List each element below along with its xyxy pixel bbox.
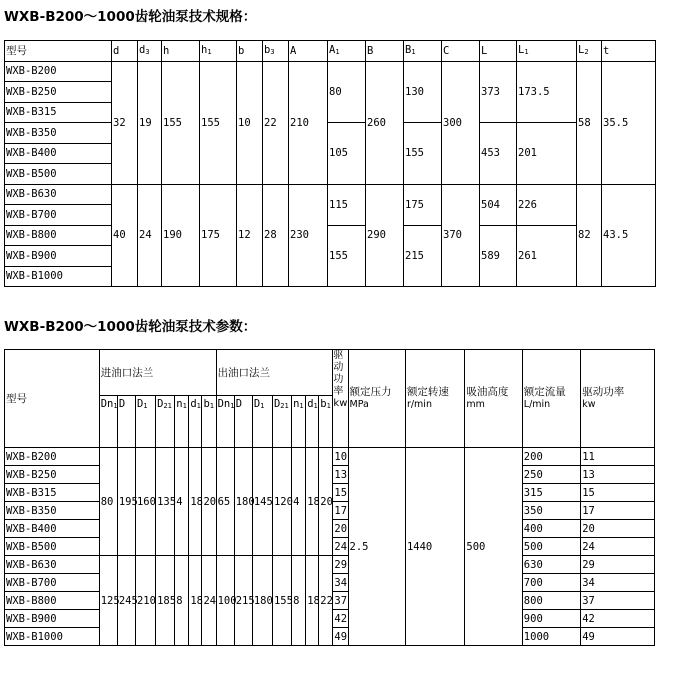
spec-cell: 230: [289, 184, 328, 287]
spec-cell: 32: [112, 61, 138, 184]
params-power: 24: [581, 538, 655, 556]
params-flow: 800: [522, 592, 580, 610]
params-power: 37: [581, 592, 655, 610]
spec-header-L2: $L_2$: [577, 41, 602, 62]
spec-model: WXB-B700: [5, 205, 112, 226]
params-model: WXB-B500: [5, 538, 100, 556]
params-cell: 180: [252, 556, 272, 646]
params-power: 11: [581, 448, 655, 466]
params-power-kw: 17: [333, 502, 348, 520]
params-col-D-out: D: [234, 396, 252, 448]
speed-label: 额定转速: [406, 386, 449, 398]
spec-model: WXB-B250: [5, 82, 112, 103]
params-cell: 24: [202, 556, 216, 646]
params-power: 49: [581, 628, 655, 646]
params-cell: 125: [99, 556, 117, 646]
spec-header-b3: $b_3$: [263, 41, 289, 62]
params-header-row: [5, 350, 655, 396]
spec-cell: 24: [138, 184, 162, 287]
spec-cell: 175: [200, 184, 237, 287]
params-col-D1-out: $D_1$: [252, 396, 272, 448]
suction-label: 吸油高度: [466, 386, 509, 398]
params-model: WXB-B1000: [5, 628, 100, 646]
params-header-outlet: 出油口法兰: [216, 350, 333, 396]
spec-cell: 504: [480, 184, 517, 225]
params-power: 29: [581, 556, 655, 574]
params-power-kw: 15: [333, 484, 348, 502]
params-pressure: 2.5: [348, 448, 405, 646]
spec-cell: 28: [263, 184, 289, 287]
params-cell: 8: [175, 556, 189, 646]
spec-header-d: d: [112, 41, 138, 62]
params-power: 42: [581, 610, 655, 628]
spec-title: WXB-B200～1000齿轮油泵技术规格：: [4, 9, 257, 25]
params-model: WXB-B315: [5, 484, 100, 502]
spec-model: WXB-B350: [5, 123, 112, 144]
params-cell: 215: [234, 556, 252, 646]
spec-cell: 260: [366, 61, 404, 184]
spec-header-B1: $B_1$: [404, 41, 442, 62]
spec-header-d3: $d_3$: [138, 41, 162, 62]
params-flow: 630: [522, 556, 580, 574]
params-col-b1: $b_1$: [202, 396, 216, 448]
params-header-pressure: [348, 350, 405, 448]
params-cell: 100: [216, 556, 234, 646]
params-model: WXB-B800: [5, 592, 100, 610]
spec-cell: 175: [404, 184, 442, 225]
spec-header-model: 型号: [5, 41, 112, 62]
spec-cell: 155: [200, 61, 237, 184]
params-power-kw: 20: [333, 520, 348, 538]
spec-cell: 453: [480, 123, 517, 185]
spec-cell: 130: [404, 61, 442, 123]
params-power: 17: [581, 502, 655, 520]
params-flow: 315: [522, 484, 580, 502]
spec-cell: 589: [480, 225, 517, 287]
spec-cell: 290: [366, 184, 404, 287]
params-table: [4, 349, 655, 646]
spec-header-t: t: [602, 41, 656, 62]
spec-model: WXB-B400: [5, 143, 112, 164]
spec-cell: 40: [112, 184, 138, 287]
params-power: 20: [581, 520, 655, 538]
spec-table: [4, 40, 656, 287]
params-power-kw: 24: [333, 538, 348, 556]
spec-model: WXB-B200: [5, 61, 112, 82]
params-flow: 350: [522, 502, 580, 520]
params-power-kw: 29: [333, 556, 348, 574]
params-flow: 250: [522, 466, 580, 484]
spec-header-b: b: [237, 41, 263, 62]
params-cell: 65: [216, 448, 234, 556]
spec-cell: 226: [517, 184, 577, 225]
spec-model: WXB-B500: [5, 164, 112, 185]
params-col-d1-out: $d_1$: [306, 396, 319, 448]
spec-header-L: L: [480, 41, 517, 62]
power-unit: kw: [582, 399, 596, 410]
params-cell: 20: [202, 448, 216, 556]
spec-cell: 22: [263, 61, 289, 184]
spec-cell: 261: [517, 225, 577, 287]
params-col-b1-out: $b_1$: [319, 396, 333, 448]
spec-model: WXB-B630: [5, 184, 112, 205]
spec-cell: 155: [328, 225, 366, 287]
params-cell: 20: [319, 448, 333, 556]
spec-model: WXB-B800: [5, 225, 112, 246]
params-cell: 18: [189, 448, 202, 556]
suction-unit: mm: [466, 399, 485, 410]
spec-cell: 373: [480, 61, 517, 123]
spec-cell: 10: [237, 61, 263, 184]
params-col-Dn1-out: $Dn_1$: [216, 396, 234, 448]
spec-cell: 215: [404, 225, 442, 287]
params-col-n1-out: $n_1$: [292, 396, 306, 448]
spec-header-B: B: [366, 41, 404, 62]
params-cell: 18: [189, 556, 202, 646]
params-power-kw: 42: [333, 610, 348, 628]
params-power: 15: [581, 484, 655, 502]
params-power: 34: [581, 574, 655, 592]
params-cell: 195: [117, 448, 135, 556]
pressure-unit: MPa: [349, 399, 369, 410]
params-cell: 135: [156, 448, 175, 556]
spec-cell: 173.5: [517, 61, 577, 123]
params-col-D21-out: $D_{21}$: [272, 396, 291, 448]
params-col-D: D: [117, 396, 135, 448]
spec-row: [5, 225, 656, 235]
params-flow: 500: [522, 538, 580, 556]
params-flow: 700: [522, 574, 580, 592]
params-power-kw: 49: [333, 628, 348, 646]
spec-header-h1: $h_1$: [200, 41, 237, 62]
params-power-kw: 10: [333, 448, 348, 466]
params-title: WXB-B200～1000齿轮油泵技术参数：: [4, 319, 257, 335]
spec-cell: 19: [138, 61, 162, 184]
params-cell: 155: [272, 556, 291, 646]
spec-cell: 35.5: [602, 61, 656, 184]
params-cell: 80: [99, 448, 117, 556]
params-row: [5, 556, 655, 574]
params-header-speed: [405, 350, 464, 448]
flow-label: 额定流量: [523, 386, 566, 398]
params-cell: 18: [306, 556, 319, 646]
spec-header-A: A: [289, 41, 328, 62]
spec-cell: 105: [328, 123, 366, 185]
spec-model: WXB-B315: [5, 102, 112, 123]
params-cell: 18: [306, 448, 319, 556]
params-header-flow: [522, 350, 580, 448]
spec-cell: 58: [577, 61, 602, 184]
params-header-suction: [465, 350, 522, 448]
params-cell: 145: [252, 448, 272, 556]
spec-header-L1: $L_1$: [517, 41, 577, 62]
params-col-n1: $n_1$: [175, 396, 189, 448]
spec-header-h: h: [162, 41, 200, 62]
spec-cell: 190: [162, 184, 200, 287]
spec-cell: 155: [162, 61, 200, 184]
params-row: [5, 448, 655, 466]
params-cell: 22: [319, 556, 333, 646]
params-cell: 120: [272, 448, 291, 556]
power-label: 驱动功率: [582, 386, 625, 398]
spec-cell: 201: [517, 123, 577, 185]
params-header-power: [581, 350, 655, 448]
params-cell: 180: [234, 448, 252, 556]
spec-cell: 210: [289, 61, 328, 184]
spec-header-A1: $A_1$: [328, 41, 366, 62]
pressure-label: 额定压力: [349, 386, 392, 398]
params-cell: 210: [135, 556, 155, 646]
params-cell: 245: [117, 556, 135, 646]
params-model: WXB-B400: [5, 520, 100, 538]
params-col-D21: $D_{21}$: [156, 396, 175, 448]
params-flow: 1000: [522, 628, 580, 646]
params-speed: 1440: [405, 448, 464, 646]
params-flow: 200: [522, 448, 580, 466]
params-power-kw: 13: [333, 466, 348, 484]
spec-row: [5, 61, 656, 82]
params-header-inlet: 进油口法兰: [99, 350, 216, 396]
params-flow: 900: [522, 610, 580, 628]
params-flow: 400: [522, 520, 580, 538]
params-cell: 4: [292, 448, 306, 556]
params-model: WXB-B700: [5, 574, 100, 592]
spec-header-row: [5, 41, 656, 62]
params-col-d1: $d_1$: [189, 396, 202, 448]
flow-unit: L/min: [523, 399, 551, 410]
spec-cell: 82: [577, 184, 602, 287]
params-power-kw: 34: [333, 574, 348, 592]
params-cell: 8: [292, 556, 306, 646]
spec-cell: 370: [442, 184, 480, 287]
params-header-power-kw: 驱动功率kw: [333, 350, 348, 448]
spec-cell: 80: [328, 61, 366, 123]
spec-cell: 300: [442, 61, 480, 184]
spec-cell: 12: [237, 184, 263, 287]
params-model: WXB-B250: [5, 466, 100, 484]
spec-header-C: C: [442, 41, 480, 62]
spec-cell: 43.5: [602, 184, 656, 287]
spec-cell: 115: [328, 184, 366, 225]
params-cell: 4: [175, 448, 189, 556]
params-col-Dn1: $Dn_1$: [99, 396, 117, 448]
params-model: WXB-B900: [5, 610, 100, 628]
spec-row: [5, 123, 656, 144]
params-cell: 185: [156, 556, 175, 646]
params-cell: 160: [135, 448, 155, 556]
params-power: 13: [581, 466, 655, 484]
params-suction: 500: [465, 448, 522, 646]
spec-cell: 155: [404, 123, 442, 185]
speed-unit: r/min: [406, 399, 432, 410]
spec-model: WXB-B1000: [5, 266, 112, 287]
spec-model: WXB-B900: [5, 246, 112, 267]
params-model: WXB-B200: [5, 448, 100, 466]
params-col-D1: $D_1$: [135, 396, 155, 448]
params-model: WXB-B350: [5, 502, 100, 520]
params-header-model: 型号: [5, 350, 100, 448]
params-power-kw: 37: [333, 592, 348, 610]
params-model: WXB-B630: [5, 556, 100, 574]
